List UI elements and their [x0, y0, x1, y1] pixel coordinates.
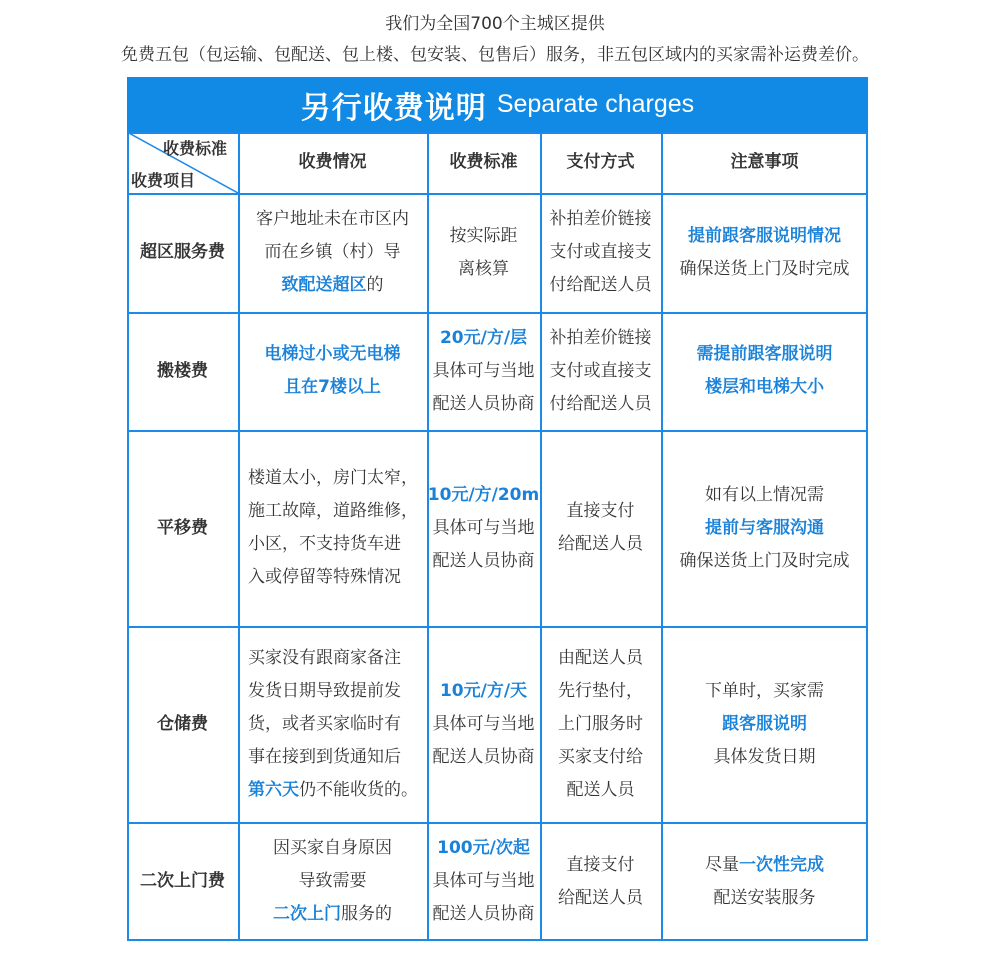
cell-text: 买家没有跟商家备注 [248, 647, 401, 668]
cell-text: 小区，不支持货车进 [248, 534, 401, 554]
cell-line [299, 865, 367, 898]
cell-text: 发货日期导致提前发 [248, 680, 401, 701]
cell-line [273, 898, 392, 931]
cell-line [248, 741, 401, 774]
highlight-text: 10元/方/天 [439, 680, 528, 701]
cell-line [458, 253, 509, 286]
cell-line [433, 388, 535, 421]
cell-line [437, 832, 530, 865]
cell-line [248, 708, 401, 741]
column-header-label: 注意事项 [730, 152, 799, 172]
cell-line [433, 898, 535, 931]
cell-text: 入或停留等特殊情况 [248, 567, 401, 587]
cell-text: 补拍差价链接 [549, 209, 652, 229]
cell-text: 付给配送人员 [549, 275, 652, 295]
column-header-label: 收费情况 [298, 152, 367, 172]
cell-text: 具体可与当地 [432, 360, 535, 381]
cell-line [705, 512, 824, 545]
cell-text: 确保送货上门及时完成 [679, 550, 850, 571]
cell-line [680, 253, 850, 286]
cell-line [440, 675, 527, 708]
highlight-text: 10元/方/20m [427, 484, 540, 505]
row-item-label [127, 822, 238, 941]
cell-notes [661, 193, 868, 312]
cell-line [433, 865, 535, 898]
cell-line [550, 388, 652, 421]
highlight-text: 致配送超区 [281, 275, 367, 295]
cell-line [450, 220, 518, 253]
cell-line [265, 236, 401, 269]
column-header [661, 132, 868, 193]
row-item-text: 二次上门费 [140, 871, 225, 891]
cell-line [433, 741, 535, 774]
cell-text: 离核算 [458, 258, 509, 279]
cell-text: 配送人员协商 [432, 746, 535, 767]
cell-text: 尽量 [705, 854, 739, 875]
cell-line [558, 741, 643, 774]
cell-standard [427, 430, 540, 626]
cell-standard [427, 822, 540, 941]
cell-text: 具体可与当地 [432, 871, 535, 891]
cell-text: 直接支付 [566, 501, 635, 521]
cell-text: 导致需要 [298, 871, 367, 891]
cell-payment [540, 430, 661, 626]
cell-line [265, 338, 401, 371]
cell-line [248, 528, 401, 561]
highlight-text: 100元/次起 [437, 838, 530, 858]
cell-line [248, 561, 401, 594]
cell-line [440, 322, 527, 355]
cell-text: 给配送人员 [558, 887, 643, 908]
cell-text: 先行垫付， [558, 680, 643, 701]
highlight-text: 电梯过小或无电梯 [264, 344, 401, 364]
cell-text: 配送人员协商 [432, 550, 535, 571]
cell-line [248, 774, 418, 807]
cell-line [714, 741, 816, 774]
cell-situation [238, 822, 427, 941]
cell-line [273, 832, 392, 865]
cell-line [248, 462, 418, 495]
intro-line-1: 我们为全国700个主城区提供 [385, 14, 605, 34]
cell-notes [661, 430, 868, 626]
cell-line [428, 479, 539, 512]
row-item-label [127, 430, 238, 626]
cell-text: 由配送人员 [558, 647, 643, 668]
cell-text: 因买家自身原因 [273, 838, 392, 858]
row-item-text: 搬楼费 [157, 360, 208, 381]
header-corner-top: 收费标准 [163, 139, 228, 158]
cell-notes [661, 626, 868, 822]
highlight-text: 且在7楼以上 [284, 377, 381, 397]
cell-text: 事在接到到货通知后 [248, 746, 401, 767]
cell-line [567, 849, 635, 882]
cell-text: 配送人员协商 [432, 904, 535, 924]
cell-text: 楼道太小，房门太窄， [248, 468, 418, 488]
cell-payment [540, 312, 661, 430]
cell-text: 配送安装服务 [713, 887, 816, 908]
cell-situation [238, 312, 427, 430]
cell-text: 下单时，买家需 [705, 680, 824, 701]
cell-line [558, 642, 643, 675]
cell-text: 客户地址未在市区内 [256, 209, 409, 229]
cell-line [722, 708, 807, 741]
cell-text: 服务的 [341, 904, 392, 924]
cell-line [705, 479, 824, 512]
banner-title-en: Separate charges [496, 90, 695, 118]
cell-text: 补拍差价链接 [549, 327, 652, 348]
cell-text: 具体发货日期 [713, 746, 816, 767]
row-item-label [127, 626, 238, 822]
cell-text: 具体可与当地 [432, 517, 535, 538]
cell-line [433, 708, 535, 741]
highlight-text: 提前跟客服说明情况 [688, 225, 841, 246]
cell-text: 具体可与当地 [432, 713, 535, 734]
cell-line [714, 882, 816, 915]
cell-line [433, 512, 535, 545]
cell-line [248, 675, 401, 708]
cell-line [558, 708, 643, 741]
cell-line [256, 203, 409, 236]
cell-line [705, 675, 824, 708]
cell-text: 上门服务时 [558, 713, 643, 734]
row-item-label [127, 193, 238, 312]
cell-text: 付给配送人员 [549, 393, 652, 414]
cell-line [433, 545, 535, 578]
cell-text: 仍不能收货的。 [299, 779, 418, 800]
highlight-text: 需提前跟客服说明 [696, 344, 833, 364]
cell-text: 买家支付给 [558, 746, 643, 767]
column-header [540, 132, 661, 193]
cell-payment [540, 193, 661, 312]
cell-line [550, 203, 652, 236]
cell-text: 如有以上情况需 [705, 484, 824, 505]
cell-line [688, 220, 841, 253]
cell-notes [661, 822, 868, 941]
cell-line [248, 642, 401, 675]
cell-line [550, 236, 652, 269]
intro-line-2: 免费五包（包运输、包配送、包上楼、包安装、包售后）服务，非五包区域内的买家需补运费差价。 [121, 45, 869, 65]
cell-line [433, 355, 535, 388]
cell-line [550, 269, 652, 302]
column-header [238, 132, 427, 193]
cell-text: 按实际距 [449, 225, 518, 246]
row-item-text: 超区服务费 [140, 242, 225, 262]
cell-line [558, 528, 643, 561]
highlight-text: 一次性完成 [739, 854, 824, 875]
cell-line [282, 269, 384, 302]
cell-text: 而在乡镇（村）导 [264, 242, 401, 262]
cell-standard [427, 626, 540, 822]
cell-line [567, 495, 635, 528]
cell-line [705, 371, 824, 404]
cell-text: 的 [366, 275, 384, 295]
row-item-label [127, 312, 238, 430]
cell-line [550, 322, 652, 355]
cell-line [680, 545, 850, 578]
cell-line [558, 675, 643, 708]
cell-situation [238, 193, 427, 312]
cell-line [567, 774, 635, 807]
charges-table [127, 132, 868, 941]
cell-line [284, 371, 381, 404]
cell-situation [238, 430, 427, 626]
highlight-text: 楼层和电梯大小 [705, 377, 824, 397]
cell-text: 施工故障，道路维修， [248, 501, 418, 521]
banner-title-cn: 另行收费说明 [300, 90, 487, 126]
highlight-text: 20元/方/层 [439, 327, 528, 348]
cell-situation [238, 626, 427, 822]
column-header-label: 支付方式 [566, 152, 635, 172]
cell-standard [427, 312, 540, 430]
cell-text: 支付或直接支 [549, 360, 652, 381]
highlight-text: 跟客服说明 [722, 713, 807, 734]
cell-text: 支付或直接支 [549, 242, 652, 262]
cell-text: 直接支付 [566, 854, 635, 875]
cell-notes [661, 312, 868, 430]
cell-line [558, 882, 643, 915]
column-header [427, 132, 540, 193]
cell-text: 配送人员协商 [432, 393, 535, 414]
cell-text: 给配送人员 [558, 534, 643, 554]
cell-text: 确保送货上门及时完成 [679, 258, 850, 279]
cell-payment [540, 626, 661, 822]
highlight-text: 提前与客服沟通 [705, 517, 824, 538]
cell-text: 配送人员 [566, 779, 635, 800]
highlight-text: 二次上门 [273, 904, 341, 924]
cell-line [705, 849, 824, 882]
cell-line [697, 338, 833, 371]
cell-standard [427, 193, 540, 312]
row-item-text: 仓储费 [157, 713, 208, 734]
column-header-label: 收费标准 [449, 152, 518, 172]
header-corner-bottom: 收费项目 [131, 171, 196, 190]
cell-payment [540, 822, 661, 941]
highlight-text: 第六天 [248, 779, 299, 800]
cell-text: 货，或者买家临时有 [248, 713, 401, 734]
cell-line [550, 355, 652, 388]
row-item-text: 平移费 [157, 517, 208, 538]
table-banner [127, 77, 868, 132]
cell-line [248, 495, 418, 528]
